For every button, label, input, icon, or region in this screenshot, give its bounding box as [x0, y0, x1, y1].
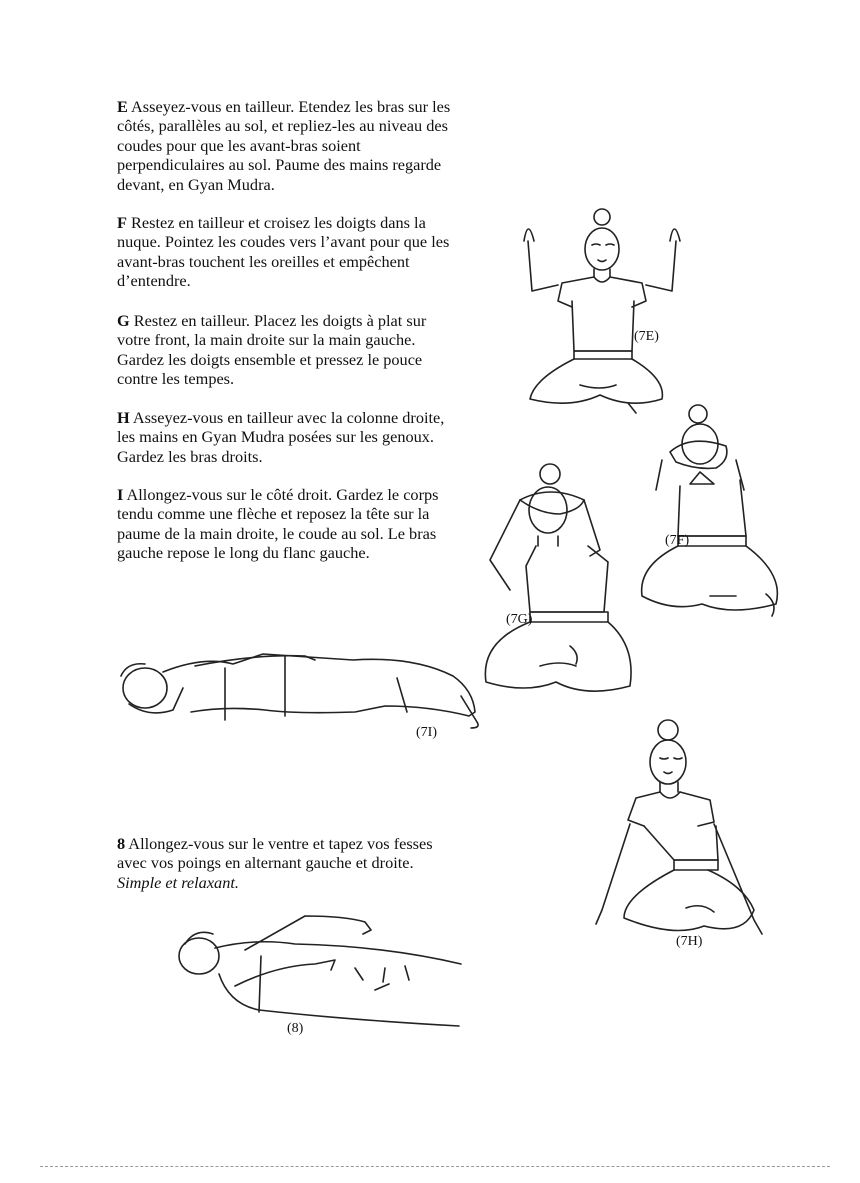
figure-7H-illustration — [590, 718, 775, 958]
feet — [710, 594, 774, 616]
caption-7H: (7H) — [676, 934, 703, 949]
torso — [678, 480, 746, 536]
hands — [524, 229, 680, 241]
instruction-letter: I — [117, 485, 124, 504]
figure-7F-illustration — [640, 400, 790, 625]
caption-8: (8) — [287, 1021, 304, 1036]
crossed-legs — [642, 546, 778, 610]
hair-bun — [594, 209, 610, 225]
hair — [121, 664, 145, 676]
neck — [538, 536, 558, 546]
caption-7I: (7I) — [416, 725, 437, 740]
instruction-I — [117, 485, 457, 563]
waistband — [530, 612, 608, 622]
hair-bun — [689, 405, 707, 423]
face — [592, 244, 614, 262]
feet — [397, 678, 478, 728]
instruction-letter: H — [117, 408, 130, 427]
figure-7I-illustration — [115, 642, 490, 737]
head — [585, 228, 619, 270]
crossed-legs — [485, 622, 631, 691]
instruction-letter: G — [117, 311, 130, 330]
instruction-H — [117, 408, 457, 466]
waistband — [574, 351, 632, 359]
hair-bun — [658, 720, 678, 740]
neck — [690, 472, 714, 484]
instruction-text: Restez en tailleur. Placez les doigts à plat sur votre front, la main droite sur la main gauche. Gardez les doigts ensemble et pressez le pouce contre les tempes. — [117, 311, 427, 389]
figure-7G-illustration — [480, 460, 640, 710]
face — [660, 758, 682, 774]
sleeves — [628, 792, 714, 826]
instruction-text: Allongez-vous sur le côté droit. Gardez le corps tendu comme une flèche et reposez la tête sur la paume de la main droite, le coude au sol. Le bras gauche repose le long du flanc gauche. — [117, 485, 439, 563]
lower-arm — [235, 960, 335, 986]
step-note: Simple et relaxant. — [117, 872, 239, 892]
instruction-letter: E — [117, 97, 128, 116]
caption-7E: (7E) — [634, 329, 659, 344]
head — [650, 740, 686, 784]
torso — [572, 301, 634, 351]
head — [682, 424, 718, 464]
caption-7G: (7G) — [506, 612, 533, 627]
body-outline — [215, 942, 461, 1026]
hand-under-head — [129, 688, 183, 713]
instruction-G — [117, 311, 457, 389]
instruction-E — [117, 97, 457, 194]
torso — [526, 546, 608, 612]
arms — [596, 824, 762, 934]
step-8 — [117, 834, 447, 892]
instruction-text: Asseyez-vous en tailleur avec la colonne droite, les mains en Gyan Mudra posées sur les genoux. Gardez les bras droits. — [117, 408, 445, 466]
feet — [540, 646, 577, 666]
figure-8-illustration — [175, 912, 460, 1032]
waistband — [674, 860, 718, 870]
collar — [594, 277, 610, 282]
head — [123, 668, 167, 708]
feet — [686, 906, 714, 912]
arms — [528, 241, 676, 291]
hair-bun — [540, 464, 560, 484]
torso — [644, 826, 718, 860]
instruction-letter: F — [117, 213, 127, 232]
instruction-text: Asseyez-vous en tailleur. Etendez les bras sur les côtés, parallèles au sol, et repliez-les au niveau des coudes pour que les avant-bras soient perpendiculaires au sol. Paume des mains regarde devant, en Gyan Mudra. — [117, 97, 451, 194]
caption-7F: (7F) — [665, 533, 690, 548]
step-text: Allongez-vous sur le ventre et tapez vos fesses avec vos poings en alternant gauche et droite. — [117, 834, 433, 873]
figure-7E-illustration — [510, 205, 680, 420]
arms — [490, 500, 600, 590]
instruction-F — [117, 213, 457, 291]
step-number: 8 — [117, 834, 126, 853]
crossed-legs — [624, 870, 754, 931]
necklace — [660, 792, 680, 798]
crossed-legs — [530, 359, 662, 403]
scan-edge-line — [40, 1166, 830, 1167]
instruction-text: Restez en tailleur et croisez les doigts dans la nuque. Pointez les coudes vers l’avant pour que les avant-bras touchent les oreilles et empêchent d’entendre. — [117, 213, 450, 291]
